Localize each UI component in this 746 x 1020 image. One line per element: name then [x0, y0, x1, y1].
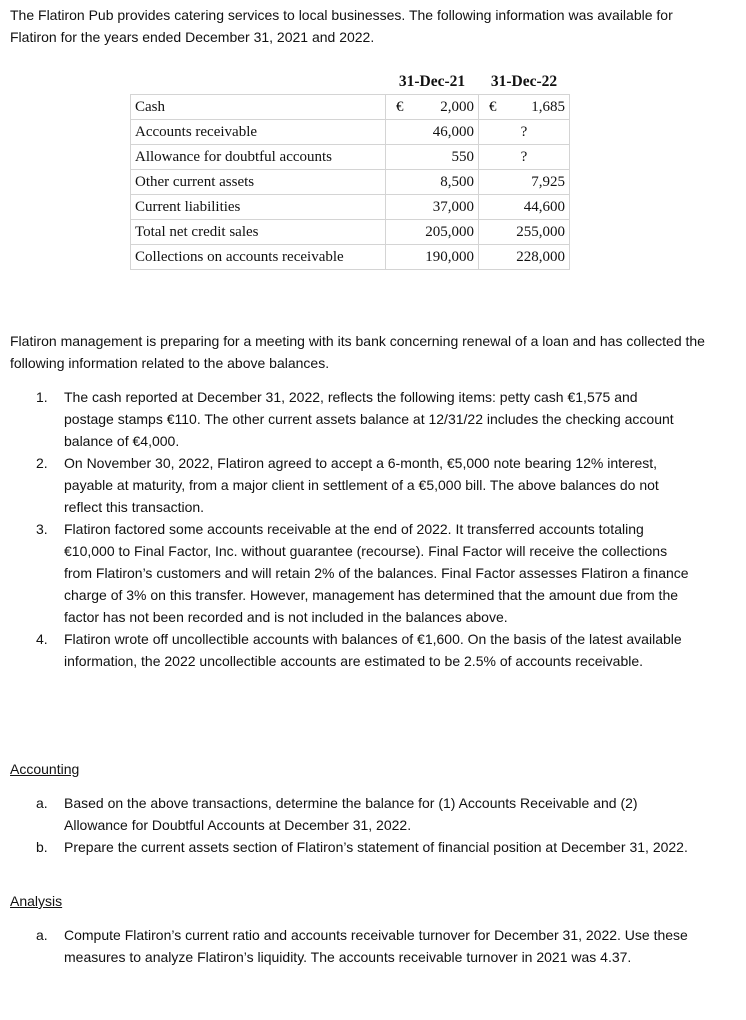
- list-marker: 1.: [36, 389, 48, 405]
- list-item: [36, 452, 691, 518]
- balances-table: [130, 70, 570, 270]
- list-item-text: The cash reported at December 31, 2022, reflects the following items: petty cash €1,575 and postage stamps €110. The other current assets balance at 12/31/22 includes the checking account balance of €4,000.: [64, 389, 674, 449]
- cell-2022: 228,000: [479, 245, 570, 270]
- list-marker: a.: [36, 795, 48, 811]
- row-label: Cash: [131, 95, 386, 120]
- list-item: [36, 386, 691, 452]
- table-row-allowance: [131, 145, 570, 170]
- list-item: [36, 518, 691, 628]
- cell-2021: 8,500: [386, 170, 479, 195]
- row-label: Current liabilities: [131, 195, 386, 220]
- list-item-text: On November 30, 2022, Flatiron agreed to accept a 6-month, €5,000 note bearing 12% interest, payable at maturity, from a major client in settlement of a €5,000 bill. The above balances do not reflect this transaction.: [64, 455, 659, 515]
- list-item-text: Based on the above transactions, determine the balance for (1) Accounts Receivable and (2) Allowance for Doubtful Accounts at December 31, 2022.: [64, 795, 638, 833]
- list-marker: 4.: [36, 631, 48, 647]
- cell-2021: 190,000: [386, 245, 479, 270]
- cell-2022: 7,925: [479, 170, 570, 195]
- table-row-cash: [131, 95, 570, 120]
- list-item-text: Compute Flatiron’s current ratio and accounts receivable turnover for December 31, 2022. Use these measures to analyze Flatiron’s liquidity. The accounts receivable turnover in 2021 was 4.37.: [64, 927, 688, 965]
- row-label: Other current assets: [131, 170, 386, 195]
- table-row-net-credit-sales: [131, 220, 570, 245]
- management-paragraph: Flatiron management is preparing for a meeting with its bank concerning renewal of a loan and has collected the following information related to the above balances.: [10, 333, 705, 371]
- cell-2022: ?: [479, 145, 570, 170]
- list-item: [36, 792, 691, 836]
- list-marker: 2.: [36, 455, 48, 471]
- currency-symbol: €: [489, 98, 497, 115]
- list-item-text: Flatiron factored some accounts receivable at the end of 2022. It transferred accounts totaling €10,000 to Final Factor, Inc. without guarantee (recourse). Final Factor will receive the collections from Flatiron’s customers and will retain 2% of the balances. Final Factor assesses Flatiron a finance charge of 3% on this transfer. However, management has determined that the amount due from the factor has not been recorded and is not included in the balances above.: [64, 521, 689, 625]
- numbered-list: [36, 386, 691, 672]
- row-label: Collections on accounts receivable: [131, 245, 386, 270]
- list-item: [36, 836, 691, 858]
- list-marker: a.: [36, 927, 48, 943]
- col-header-2021: 31-Dec-21: [398, 73, 466, 90]
- analysis-list: [36, 924, 691, 968]
- table-row-collections: [131, 245, 570, 270]
- cell-2022: [479, 95, 570, 120]
- cell-2021: [386, 95, 479, 120]
- table-row-other-current-assets: [131, 170, 570, 195]
- table-row-accounts-receivable: [131, 120, 570, 145]
- col-header-2022: 31-Dec-22: [490, 73, 558, 90]
- list-item-text: Prepare the current assets section of Flatiron’s statement of financial position at December 31, 2022.: [64, 839, 688, 855]
- cell-2022: 44,600: [479, 195, 570, 220]
- analysis-heading: Analysis: [10, 893, 63, 909]
- intro-paragraph: The Flatiron Pub provides catering services to local businesses. The following information was available for Flatiron for the years ended December 31, 2021 and 2022.: [10, 7, 673, 45]
- cell-2022: 255,000: [479, 220, 570, 245]
- list-item: [36, 924, 691, 968]
- list-item: [36, 628, 691, 672]
- list-marker: b.: [36, 839, 48, 855]
- cell-2021: 550: [386, 145, 479, 170]
- table-header-row: [131, 70, 570, 95]
- cell-value: 1,685: [531, 98, 565, 115]
- list-marker: 3.: [36, 521, 48, 537]
- cell-2021: 205,000: [386, 220, 479, 245]
- table-row-current-liabilities: [131, 195, 570, 220]
- currency-symbol: €: [396, 98, 404, 115]
- row-label: Accounts receivable: [131, 120, 386, 145]
- cell-value: 2,000: [440, 98, 474, 115]
- cell-2022: ?: [479, 120, 570, 145]
- row-label: Allowance for doubtful accounts: [131, 145, 386, 170]
- accounting-list: [36, 792, 691, 858]
- cell-2021: 46,000: [386, 120, 479, 145]
- accounting-heading: Accounting: [10, 761, 80, 777]
- cell-2021: 37,000: [386, 195, 479, 220]
- row-label: Total net credit sales: [131, 220, 386, 245]
- header-blank: [131, 70, 386, 95]
- list-item-text: Flatiron wrote off uncollectible accounts with balances of €1,600. On the basis of the latest available information, the 2022 uncollectible accounts are estimated to be 2.5% of accounts receivable.: [64, 631, 682, 669]
